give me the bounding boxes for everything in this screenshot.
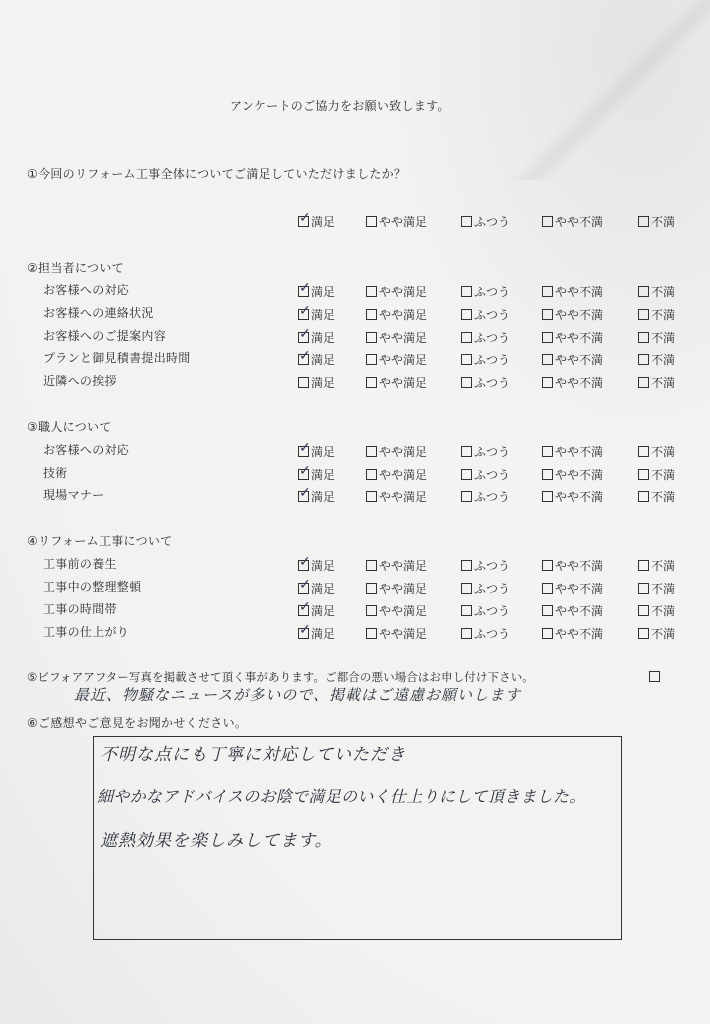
q3-row-2-option-0[interactable] [298, 485, 336, 505]
option-label: 不満 [651, 285, 676, 299]
checkbox-icon[interactable] [461, 377, 472, 388]
q3-row-1-option-0[interactable] [298, 463, 336, 483]
checkbox-icon[interactable] [542, 491, 553, 502]
q2-row-2-option-3[interactable] [542, 329, 603, 346]
q2-row-1-option-0[interactable] [298, 303, 336, 323]
option-label: ふつう [474, 468, 511, 482]
checkbox-icon[interactable] [298, 303, 311, 320]
checkbox-icon[interactable] [298, 622, 311, 639]
q4-item-3: 工事の仕上がり [43, 625, 130, 639]
checkmark-icon: ✓ [299, 280, 311, 296]
q2-row-4-option-0[interactable] [298, 374, 335, 391]
checkbox-icon[interactable] [298, 554, 311, 571]
option-label: 満足 [311, 490, 336, 504]
checkbox-icon[interactable] [638, 354, 649, 365]
q4-row-1-option-1[interactable] [366, 580, 427, 597]
option-label: やや不満 [555, 582, 604, 596]
checkmark-icon: ✓ [299, 463, 311, 479]
q2-row-3-option-2[interactable] [461, 351, 510, 368]
q3-row-1-option-4[interactable] [638, 466, 675, 483]
q4-row-2-option-1[interactable] [366, 602, 427, 619]
option-label: やや満足 [379, 468, 428, 482]
q4-row-3-option-3[interactable] [542, 625, 603, 642]
option-label: ふつう [474, 604, 511, 618]
q1-option-0[interactable] [298, 210, 336, 230]
q3-row-0-option-2[interactable] [461, 443, 510, 460]
option-label: ふつう [474, 490, 511, 504]
option-label: やや満足 [379, 559, 428, 573]
checkbox-icon[interactable] [366, 332, 377, 343]
q2-item-1: お客様への連絡状況 [43, 306, 154, 320]
checkbox-icon[interactable] [366, 309, 377, 320]
q2-row-2-option-2[interactable] [461, 329, 510, 346]
option-label: 満足 [311, 376, 336, 390]
checkmark-icon: ✓ [299, 622, 311, 638]
q4-row-0-option-1[interactable] [366, 557, 427, 574]
q4-row-2-option-2[interactable] [461, 602, 510, 619]
checkbox-icon[interactable] [461, 605, 472, 616]
q3-row-1-option-2[interactable] [461, 466, 510, 483]
checkbox-icon[interactable] [542, 332, 553, 343]
q4-row-0-option-2[interactable] [461, 557, 510, 574]
checkbox-icon[interactable] [366, 583, 377, 594]
q2-item-3: プランと御見積書提出時間 [43, 351, 191, 365]
option-label: 満足 [311, 559, 336, 573]
option-label: やや満足 [379, 582, 428, 596]
q4-row-0-option-0[interactable] [298, 554, 336, 574]
checkmark-icon: ✓ [299, 485, 311, 501]
checkbox-icon[interactable] [461, 628, 472, 639]
q2-item-4: 近隣への挨拶 [43, 374, 117, 388]
q2-row-4-option-3[interactable] [542, 374, 603, 391]
checkbox-icon[interactable] [298, 326, 311, 343]
checkmark-icon: ✓ [299, 348, 311, 364]
q2-row-1-option-3[interactable] [542, 306, 603, 323]
checkbox-icon[interactable] [542, 628, 553, 639]
option-label: やや満足 [379, 285, 428, 299]
option-label: やや不満 [555, 331, 604, 345]
q5-handwritten-note: 最近、物騒なニュースが多いので、掲載はご遠慮お願いします [74, 686, 521, 704]
q4-row-2-option-3[interactable] [542, 602, 603, 619]
option-label: やや満足 [379, 604, 428, 618]
q3-row-0-option-3[interactable] [542, 443, 603, 460]
q3-item-0: お客様への対応 [43, 443, 130, 457]
comment-line-1: 細やかなアドバイスのお陰で満足のいく仕上りにして頂きました。 [97, 787, 586, 806]
option-label: やや不満 [555, 445, 604, 459]
q2-row-1-option-1[interactable] [366, 306, 427, 323]
q4-item-1: 工事中の整理整頓 [43, 580, 142, 594]
checkbox-icon[interactable] [638, 332, 649, 343]
option-label: 満足 [311, 215, 336, 229]
checkbox-icon[interactable] [366, 216, 377, 227]
checkmark-icon: ✓ [299, 577, 311, 593]
option-label: 不満 [651, 582, 676, 596]
checkbox-icon[interactable] [298, 280, 311, 297]
paper-crease [500, 0, 710, 180]
option-label: やや満足 [379, 215, 428, 229]
q4-item-2: 工事の時間帯 [43, 602, 117, 616]
checkbox-icon[interactable] [461, 446, 472, 457]
checkbox-icon[interactable] [461, 583, 472, 594]
q4-label: ④リフォーム工事について [27, 534, 173, 548]
option-label: ふつう [474, 376, 511, 390]
option-label: ふつう [474, 353, 511, 367]
checkbox-icon[interactable] [366, 446, 377, 457]
checkbox-icon[interactable] [638, 628, 649, 639]
option-label: やや満足 [379, 331, 428, 345]
checkbox-icon[interactable] [298, 440, 311, 457]
checkbox-icon[interactable] [638, 377, 649, 388]
q4-row-3-option-2[interactable] [461, 625, 510, 642]
option-label: 満足 [311, 445, 336, 459]
checkbox-icon[interactable] [638, 583, 649, 594]
checkbox-icon[interactable] [461, 332, 472, 343]
q2-row-3-option-1[interactable] [366, 351, 427, 368]
comment-line-0: 不明な点にも丁寧に対応していただき [100, 745, 406, 765]
checkbox-icon[interactable] [461, 216, 472, 227]
checkbox-icon[interactable] [461, 286, 472, 297]
checkbox-icon[interactable] [298, 599, 311, 616]
q1-option-1[interactable] [366, 213, 427, 230]
option-label: 満足 [311, 468, 336, 482]
checkbox-icon[interactable] [542, 286, 553, 297]
q4-row-3-option-4[interactable] [638, 625, 675, 642]
q2-row-3-option-4[interactable] [638, 351, 675, 368]
option-label: 不満 [651, 445, 676, 459]
option-label: ふつう [474, 215, 511, 229]
checkbox-icon[interactable] [461, 560, 472, 571]
option-label: やや不満 [555, 559, 604, 573]
checkbox-icon[interactable] [298, 377, 309, 388]
q2-row-1-option-2[interactable] [461, 306, 510, 323]
checkbox-icon[interactable] [542, 216, 553, 227]
q3-label: ③職人について [27, 420, 112, 434]
option-label: ふつう [474, 627, 511, 641]
checkbox-icon[interactable] [638, 469, 649, 480]
q5-checkbox[interactable] [649, 671, 660, 682]
option-label: やや満足 [379, 376, 428, 390]
checkbox-icon[interactable] [366, 560, 377, 571]
q2-row-2-option-1[interactable] [366, 329, 427, 346]
option-label: やや不満 [555, 604, 604, 618]
option-label: やや満足 [379, 490, 428, 504]
q1-option-2[interactable] [461, 213, 510, 230]
checkbox-icon[interactable] [461, 469, 472, 480]
option-label: 満足 [311, 627, 336, 641]
option-label: やや不満 [555, 215, 604, 229]
q3-row-0-option-0[interactable] [298, 440, 336, 460]
q3-item-1: 技術 [43, 466, 68, 480]
checkbox-icon[interactable] [298, 485, 311, 502]
option-label: やや不満 [555, 353, 604, 367]
option-label: 満足 [311, 604, 336, 618]
option-label: 不満 [651, 215, 676, 229]
q2-item-0: お客様への対応 [43, 283, 130, 297]
option-label: 不満 [651, 353, 676, 367]
q3-row-0-option-4[interactable] [638, 443, 675, 460]
checkbox-icon[interactable] [461, 309, 472, 320]
option-label: 不満 [651, 308, 676, 322]
q1-option-4[interactable] [638, 213, 675, 230]
q4-item-0: 工事前の養生 [43, 557, 117, 571]
option-label: やや不満 [555, 468, 604, 482]
checkmark-icon: ✓ [299, 599, 311, 615]
q4-row-1-option-2[interactable] [461, 580, 510, 597]
option-label: 満足 [311, 308, 336, 322]
q2-item-2: お客様へのご提案内容 [43, 329, 167, 343]
q2-row-0-option-0[interactable] [298, 280, 336, 300]
q2-row-0-option-2[interactable] [461, 283, 510, 300]
option-label: 満足 [311, 353, 336, 367]
option-label: ふつう [474, 559, 511, 573]
option-label: やや満足 [379, 308, 428, 322]
checkbox-icon[interactable] [542, 469, 553, 480]
option-label: 不満 [651, 604, 676, 618]
q3-row-2-option-1[interactable] [366, 488, 427, 505]
option-label: やや満足 [379, 353, 428, 367]
option-label: 満足 [311, 331, 336, 345]
checkbox-icon[interactable] [542, 446, 553, 457]
q2-label: ②担当者について [27, 261, 124, 275]
checkbox-icon[interactable] [366, 491, 377, 502]
q3-item-2: 現場マナー [43, 488, 105, 502]
q3-row-1-option-3[interactable] [542, 466, 603, 483]
option-label: ふつう [474, 308, 511, 322]
option-label: ふつう [474, 285, 511, 299]
q3-row-1-option-1[interactable] [366, 466, 427, 483]
q2-row-0-option-3[interactable] [542, 283, 603, 300]
checkbox-icon[interactable] [542, 583, 553, 594]
q4-row-0-option-3[interactable] [542, 557, 603, 574]
option-label: やや満足 [379, 627, 428, 641]
survey-title: アンケートのご協力をお願い致します。 [230, 99, 450, 113]
option-label: やや不満 [555, 376, 604, 390]
checkbox-icon[interactable] [366, 286, 377, 297]
checkmark-icon: ✓ [299, 440, 311, 456]
checkbox-icon[interactable] [366, 628, 377, 639]
q2-row-3-option-3[interactable] [542, 351, 603, 368]
q2-row-2-option-4[interactable] [638, 329, 675, 346]
option-label: 不満 [651, 468, 676, 482]
option-label: やや不満 [555, 627, 604, 641]
checkbox-icon[interactable] [298, 210, 311, 227]
checkmark-icon: ✓ [299, 326, 311, 342]
option-label: 満足 [311, 285, 336, 299]
checkbox-icon[interactable] [638, 605, 649, 616]
checkbox-icon[interactable] [638, 446, 649, 457]
q3-row-2-option-2[interactable] [461, 488, 510, 505]
q2-row-4-option-4[interactable] [638, 374, 675, 391]
q1-label: ①今回のリフォーム工事全体についてご満足していただけましたか？ [27, 167, 407, 181]
q3-row-0-option-1[interactable] [366, 443, 427, 460]
q4-row-1-option-0[interactable] [298, 577, 336, 597]
checkbox-icon[interactable] [461, 354, 472, 365]
checkbox-icon[interactable] [298, 577, 311, 594]
q5-label: ⑤ビフォアアフター写真を掲載させて頂く事があります。ご都合の悪い場合はお申し付け下さい。 [27, 670, 534, 684]
q2-row-0-option-1[interactable] [366, 283, 427, 300]
q1-option-3[interactable] [542, 213, 603, 230]
checkbox-icon[interactable] [542, 560, 553, 571]
checkbox-icon[interactable] [298, 463, 311, 480]
checkmark-icon: ✓ [299, 554, 311, 570]
option-label: やや不満 [555, 285, 604, 299]
option-label: 不満 [651, 559, 676, 573]
checkbox-icon[interactable] [298, 348, 311, 365]
checkmark-icon: ✓ [299, 303, 311, 319]
checkbox-icon[interactable] [638, 491, 649, 502]
q4-row-1-option-4[interactable] [638, 580, 675, 597]
q2-row-4-option-1[interactable] [366, 374, 427, 391]
checkbox-icon[interactable] [366, 605, 377, 616]
checkbox-icon[interactable] [366, 469, 377, 480]
checkbox-icon[interactable] [542, 605, 553, 616]
q3-row-2-option-4[interactable] [638, 488, 675, 505]
q3-row-2-option-3[interactable] [542, 488, 603, 505]
checkbox-icon[interactable] [638, 560, 649, 571]
checkbox-icon[interactable] [638, 216, 649, 227]
q2-row-1-option-4[interactable] [638, 306, 675, 323]
q4-row-2-option-0[interactable] [298, 599, 336, 619]
q2-row-3-option-0[interactable] [298, 348, 336, 368]
checkbox-icon[interactable] [542, 377, 553, 388]
q6-label: ⑥ご感想やご意見をお聞かせください。 [27, 716, 248, 730]
q4-row-3-option-1[interactable] [366, 625, 427, 642]
q4-row-3-option-0[interactable] [298, 622, 336, 642]
checkbox-icon[interactable] [638, 309, 649, 320]
q4-row-0-option-4[interactable] [638, 557, 675, 574]
option-label: ふつう [474, 582, 511, 596]
option-label: やや満足 [379, 445, 428, 459]
q4-row-2-option-4[interactable] [638, 602, 675, 619]
option-label: 満足 [311, 582, 336, 596]
option-label: やや不満 [555, 308, 604, 322]
option-label: 不満 [651, 490, 676, 504]
checkmark-icon: ✓ [299, 210, 311, 226]
q4-row-1-option-3[interactable] [542, 580, 603, 597]
option-label: やや不満 [555, 490, 604, 504]
checkbox-icon[interactable] [542, 309, 553, 320]
option-label: 不満 [651, 376, 676, 390]
option-label: ふつう [474, 331, 511, 345]
option-label: 不満 [651, 627, 676, 641]
checkbox-icon[interactable] [366, 377, 377, 388]
comment-line-2: 遮熱効果を楽しみしてます。 [100, 831, 333, 851]
checkbox-icon[interactable] [366, 354, 377, 365]
option-label: 不満 [651, 331, 676, 345]
checkbox-icon[interactable] [638, 286, 649, 297]
option-label: ふつう [474, 445, 511, 459]
q2-row-4-option-2[interactable] [461, 374, 510, 391]
q2-row-0-option-4[interactable] [638, 283, 675, 300]
checkbox-icon[interactable] [461, 491, 472, 502]
q2-row-2-option-0[interactable] [298, 326, 336, 346]
checkbox-icon[interactable] [542, 354, 553, 365]
